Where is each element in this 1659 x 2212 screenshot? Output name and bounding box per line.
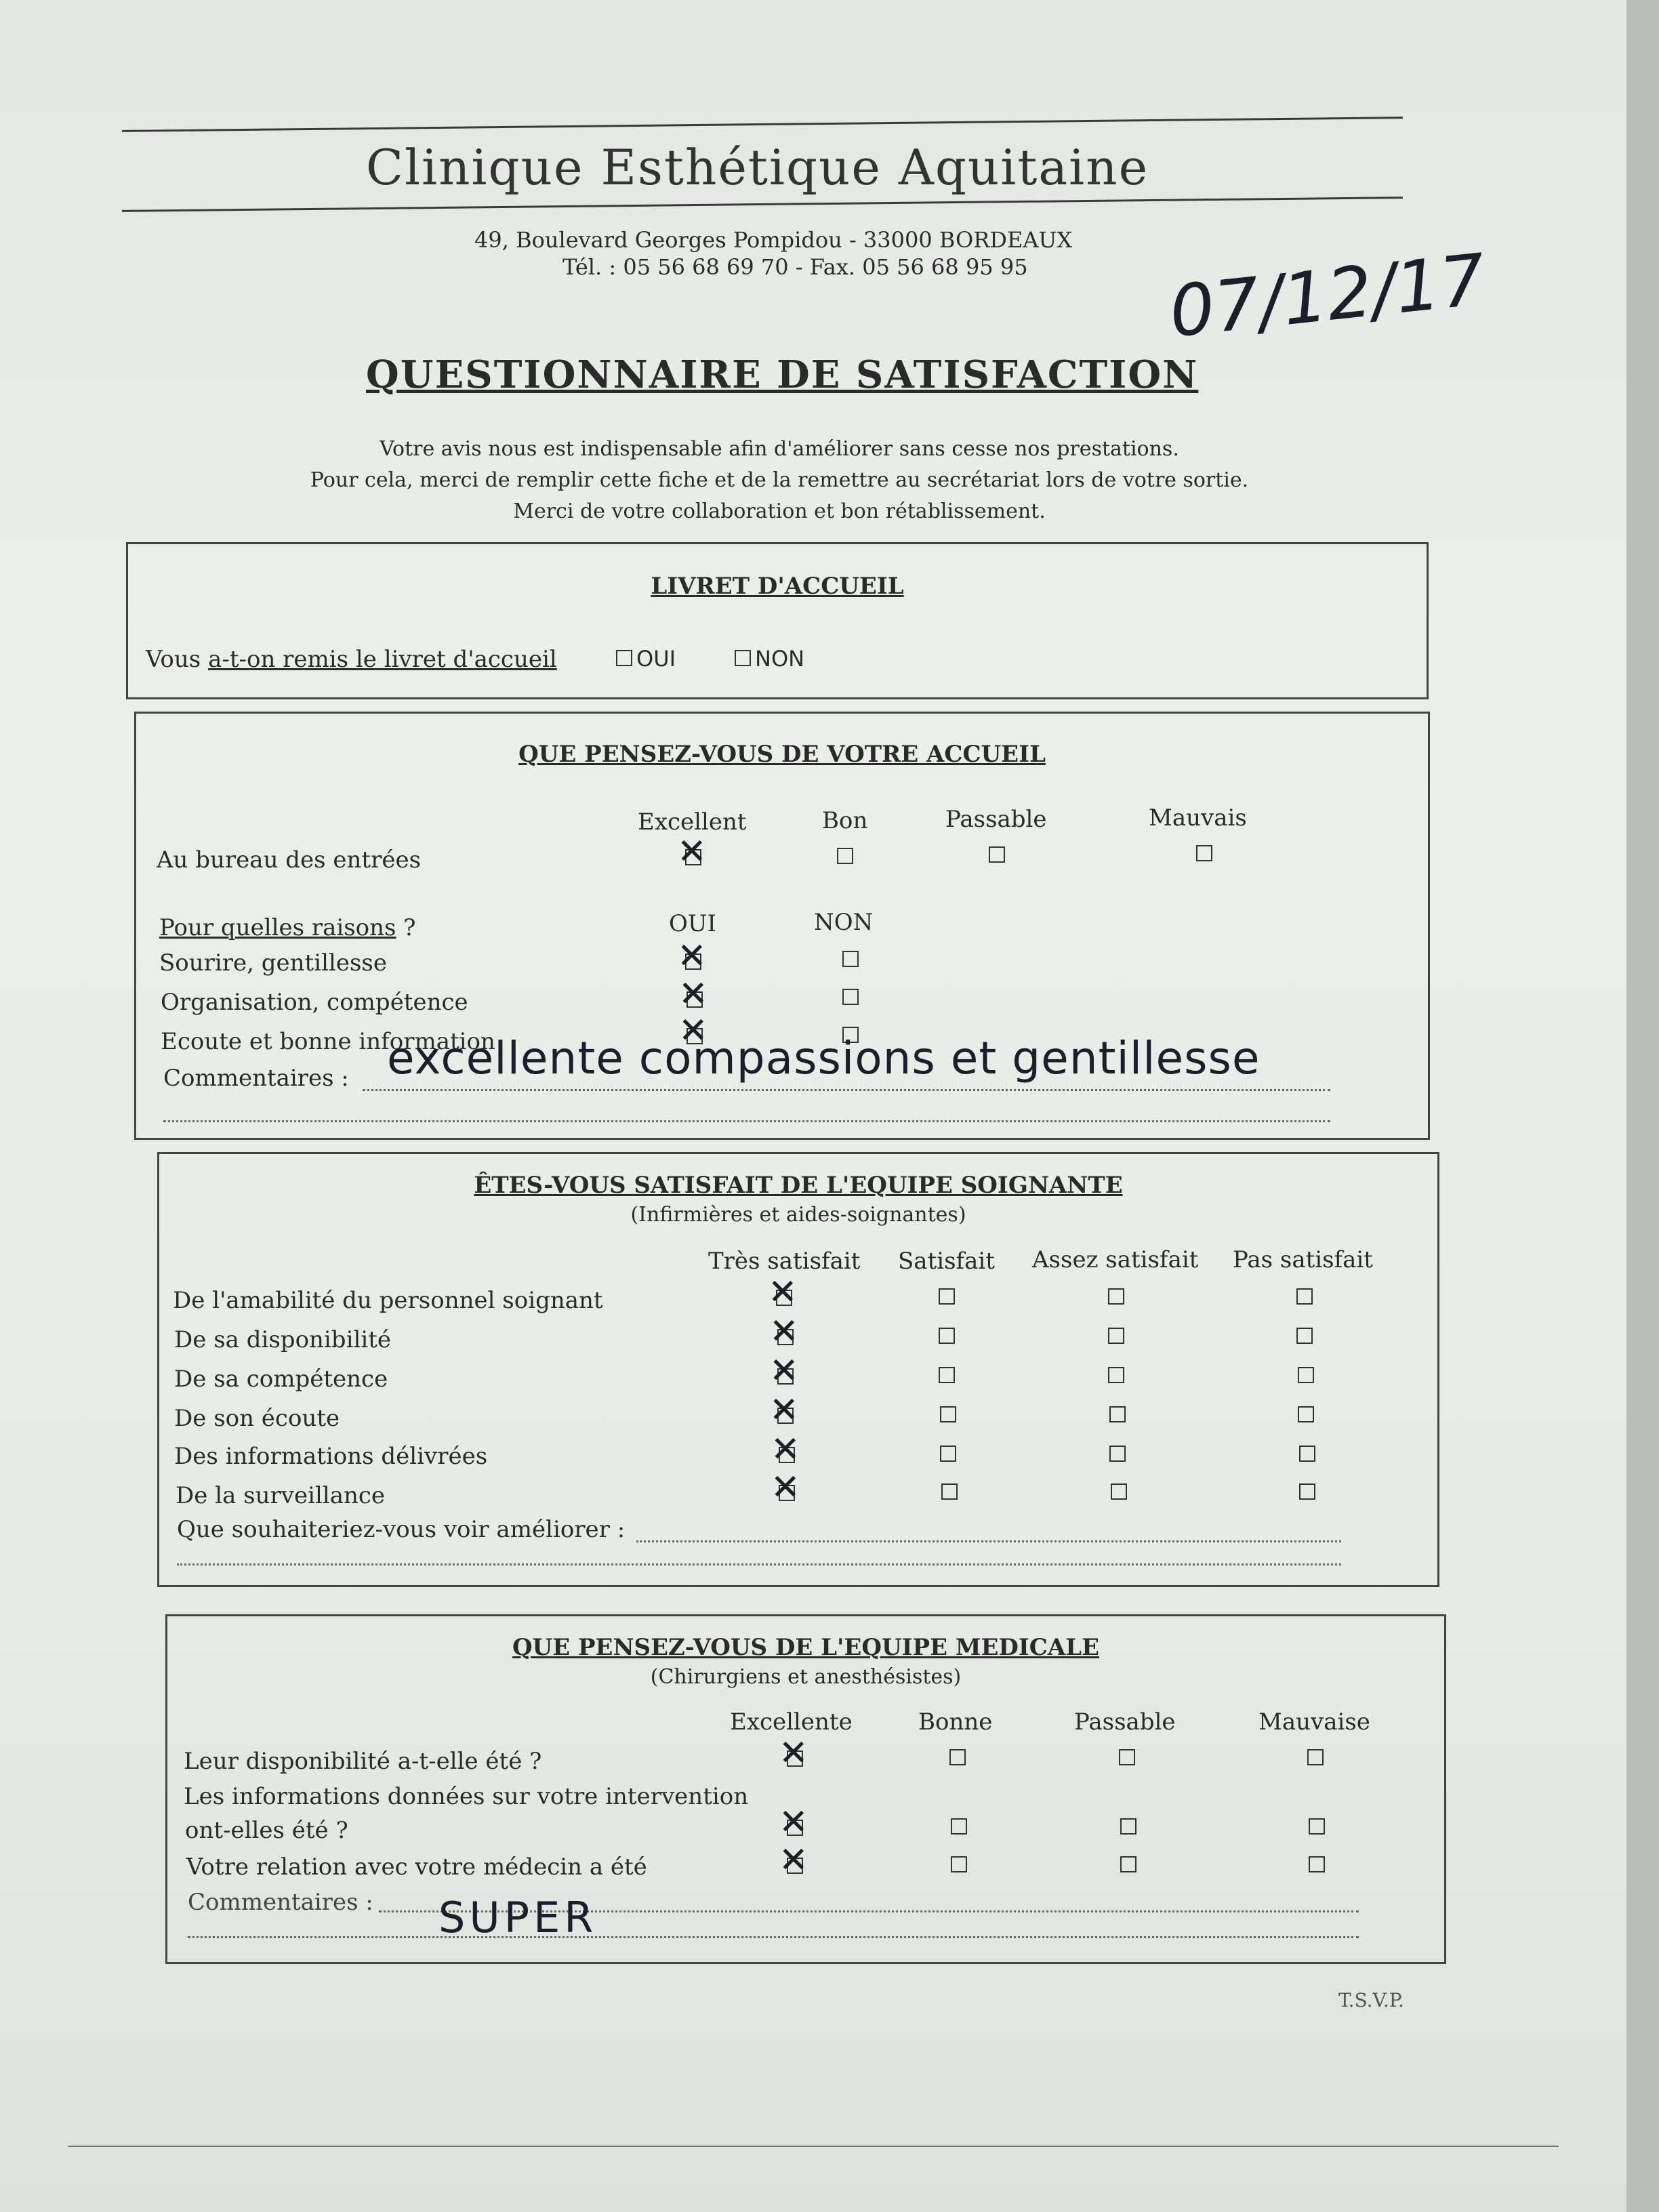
medicale-row-1-mauvaise-checkbox[interactable] xyxy=(1307,1749,1324,1765)
soignante-row-5-tres-satisfait-checkbox[interactable] xyxy=(779,1447,795,1463)
raisons-col-oui: OUI xyxy=(669,910,716,937)
medicale-row-2-passable-checkbox[interactable] xyxy=(1120,1818,1136,1835)
raisons-label xyxy=(159,914,416,941)
livret-non-checkbox[interactable] xyxy=(735,650,751,666)
livret-oui-checkbox[interactable] xyxy=(616,650,632,666)
soignante-row-4-pas-satisfait-checkbox[interactable] xyxy=(1298,1406,1314,1422)
soignante-row-3-satisfait-checkbox[interactable] xyxy=(939,1367,955,1383)
soignante-col-satisfait: Satisfait xyxy=(898,1248,995,1275)
raison-1-label: Sourire, gentillesse xyxy=(159,949,387,977)
medicale-row-3-passable-checkbox[interactable] xyxy=(1120,1856,1136,1872)
medicale-col-bonne: Bonne xyxy=(918,1708,993,1736)
soignante-row-5-label: Des informations délivrées xyxy=(174,1443,488,1470)
soignante-row-1-satisfait-checkbox[interactable] xyxy=(939,1288,955,1305)
soignante-row-2-tres-satisfait-checkbox[interactable] xyxy=(777,1329,794,1345)
livret-non-option[interactable] xyxy=(735,646,804,672)
medicale-row-3-label: Votre relation avec votre médecin a été xyxy=(186,1853,647,1881)
medicale-row-2-excellente-checkbox[interactable] xyxy=(787,1820,803,1836)
medicale-comment-label: Commentaires : xyxy=(188,1889,373,1916)
soignante-row-5-pas-satisfait-checkbox[interactable] xyxy=(1299,1446,1315,1462)
medicale-row-3-excellente-checkbox[interactable] xyxy=(787,1858,803,1874)
soignante-row-4-label: De son écoute xyxy=(174,1405,340,1432)
medicale-row-2-bonne-checkbox[interactable] xyxy=(951,1818,967,1835)
intro-text xyxy=(298,434,1261,527)
intro-line-2: Pour cela, merci de remplir cette fiche et de la remettre au secrétariat lors de votre sortie. xyxy=(310,468,1249,492)
medicale-subtitle: (Chirurgiens et anesthésistes) xyxy=(650,1665,962,1689)
livret-question xyxy=(146,646,557,673)
soignante-row-3-assez-satisfait-checkbox[interactable] xyxy=(1108,1367,1124,1383)
soignante-row-1-label: De l'amabilité du personnel soignant xyxy=(173,1287,603,1314)
soignante-row-6-satisfait-checkbox[interactable] xyxy=(941,1483,958,1500)
soignante-row-3-label: De sa compétence xyxy=(174,1366,388,1393)
soignante-row-1-pas-satisfait-checkbox[interactable] xyxy=(1296,1288,1313,1305)
tsvp-note: T.S.V.P. xyxy=(1338,1989,1404,2011)
medicale-row-2-mauvaise-checkbox[interactable] xyxy=(1309,1818,1325,1835)
raisons-label-text: Pour quelles raisons xyxy=(159,914,396,941)
soignante-title: ÊTES-VOUS SATISFAIT DE L'EQUIPE SOIGNANTE xyxy=(474,1172,1123,1199)
raisons-label-suffix: ? xyxy=(396,914,416,941)
accueil-bon-checkbox[interactable] xyxy=(837,848,853,864)
raison-2-label: Organisation, compétence xyxy=(161,989,468,1016)
soignante-col-assez-satisfait: Assez satisfait xyxy=(1032,1246,1199,1273)
form-title: QUESTIONNAIRE DE SATISFACTION xyxy=(366,352,1199,397)
soignante-row-1-tres-satisfait-checkbox[interactable] xyxy=(776,1290,792,1306)
raisons-col-non: NON xyxy=(814,909,874,936)
soignante-row-3-pas-satisfait-checkbox[interactable] xyxy=(1298,1367,1314,1383)
clinic-phone: Tél. : 05 56 68 69 70 - Fax. 05 56 68 95 95 xyxy=(562,254,1028,280)
soignante-row-2-assez-satisfait-checkbox[interactable] xyxy=(1108,1328,1124,1344)
accueil-comment-handwritten[interactable]: excellente compassions et gentillesse xyxy=(387,1032,1261,1084)
medicale-row-3-bonne-checkbox[interactable] xyxy=(951,1856,967,1872)
soignante-row-2-pas-satisfait-checkbox[interactable] xyxy=(1296,1328,1313,1344)
soignante-row-6-pas-satisfait-checkbox[interactable] xyxy=(1299,1483,1315,1500)
livret-question-prefix: Vous xyxy=(146,646,209,673)
livret-question-underlined: a-t-on remis le livret d'accueil xyxy=(208,646,557,673)
accueil-col-passable: Passable xyxy=(945,806,1047,833)
page-edge xyxy=(1626,0,1659,2212)
accueil-col-excellent: Excellent xyxy=(638,808,747,836)
accueil-col-bon: Bon xyxy=(822,807,868,834)
clinic-name: Clinique Esthétique Aquitaine xyxy=(366,139,1149,196)
accueil-comment-label: Commentaires : xyxy=(163,1065,349,1092)
footer-rule xyxy=(68,2146,1559,2147)
soignante-row-4-tres-satisfait-checkbox[interactable] xyxy=(777,1408,794,1424)
medicale-section xyxy=(165,1614,1446,1964)
livret-oui-option[interactable] xyxy=(616,646,676,672)
accueil-col-mauvais: Mauvais xyxy=(1149,804,1247,832)
raison-3-label: Ecoute et bonne information xyxy=(161,1028,495,1055)
soignante-row-6-label: De la surveillance xyxy=(176,1482,386,1509)
livret-title: LIVRET D'ACCUEIL xyxy=(651,573,904,600)
medicale-title: QUE PENSEZ-VOUS DE L'EQUIPE MEDICALE xyxy=(512,1634,1100,1661)
soignante-col-pas-satisfait: Pas satisfait xyxy=(1233,1246,1373,1273)
intro-line-1: Votre avis nous est indispensable afin d'améliorer sans cesse nos prestations. xyxy=(380,437,1179,461)
medicale-row-1-label: Leur disponibilité a-t-elle été ? xyxy=(184,1748,542,1775)
medicale-col-excellente: Excellente xyxy=(730,1708,853,1736)
medicale-col-mauvaise: Mauvaise xyxy=(1258,1708,1370,1736)
livret-oui-label: OUI xyxy=(636,646,676,672)
medicale-row-3-mauvaise-checkbox[interactable] xyxy=(1309,1856,1325,1872)
raison-2-non-checkbox[interactable] xyxy=(842,989,859,1005)
accueil-mauvais-checkbox[interactable] xyxy=(1196,845,1212,861)
accueil-title: QUE PENSEZ-VOUS DE VOTRE ACCUEIL xyxy=(518,741,1046,768)
accueil-comment-line-2 xyxy=(163,1120,1330,1122)
soignante-row-6-tres-satisfait-checkbox[interactable] xyxy=(779,1485,795,1501)
medicale-row-2-label-a: Les informations données sur votre intervention xyxy=(184,1783,749,1810)
soignante-improve-label: Que souhaiteriez-vous voir améliorer : xyxy=(177,1516,626,1543)
accueil-passable-checkbox[interactable] xyxy=(989,846,1005,863)
soignante-improve-line-1[interactable] xyxy=(636,1540,1341,1542)
medicale-row-1-excellente-checkbox[interactable] xyxy=(787,1750,803,1767)
accueil-excellent-checkbox[interactable] xyxy=(685,849,701,865)
accueil-row-label: Au bureau des entrées xyxy=(157,846,422,874)
soignante-row-3-tres-satisfait-checkbox[interactable] xyxy=(777,1368,794,1385)
soignante-row-1-assez-satisfait-checkbox[interactable] xyxy=(1108,1288,1124,1305)
soignante-section xyxy=(157,1152,1439,1587)
livret-section xyxy=(126,542,1429,699)
soignante-row-2-satisfait-checkbox[interactable] xyxy=(939,1328,955,1344)
medicale-row-1-passable-checkbox[interactable] xyxy=(1119,1749,1135,1765)
livret-non-label: NON xyxy=(755,646,805,672)
raison-1-oui-checkbox[interactable] xyxy=(685,954,701,970)
soignante-row-4-assez-satisfait-checkbox[interactable] xyxy=(1109,1406,1126,1422)
medicale-row-2-label-b: ont-elles été ? xyxy=(185,1817,348,1844)
soignante-row-2-label: De sa disponibilité xyxy=(174,1326,391,1353)
accueil-comment-line-1 xyxy=(363,1089,1330,1091)
soignante-row-4-satisfait-checkbox[interactable] xyxy=(940,1406,956,1422)
accueil-section xyxy=(134,712,1430,1140)
raison-2-oui-checkbox[interactable] xyxy=(687,991,703,1008)
intro-line-3: Merci de votre collaboration et bon rétablissement. xyxy=(513,499,1046,523)
soignante-improve-line-2[interactable] xyxy=(177,1563,1341,1565)
medicale-row-1-bonne-checkbox[interactable] xyxy=(949,1749,966,1765)
soignante-row-6-assez-satisfait-checkbox[interactable] xyxy=(1111,1483,1127,1500)
medicale-comment-handwritten[interactable]: SUPER xyxy=(438,1893,598,1942)
soignante-row-5-satisfait-checkbox[interactable] xyxy=(940,1446,956,1462)
medicale-col-passable: Passable xyxy=(1074,1708,1176,1736)
clinic-address: 49, Boulevard Georges Pompidou - 33000 BORDEAUX xyxy=(474,227,1073,253)
soignante-col-tres-satisfait: Très satisfait xyxy=(708,1248,861,1275)
medicale-comment-line-2 xyxy=(188,1936,1359,1938)
soignante-row-5-assez-satisfait-checkbox[interactable] xyxy=(1109,1446,1126,1462)
handwritten-date: 07/12/17 xyxy=(1166,238,1490,354)
raison-1-non-checkbox[interactable] xyxy=(842,951,859,967)
soignante-subtitle: (Infirmières et aides-soignantes) xyxy=(630,1203,966,1227)
